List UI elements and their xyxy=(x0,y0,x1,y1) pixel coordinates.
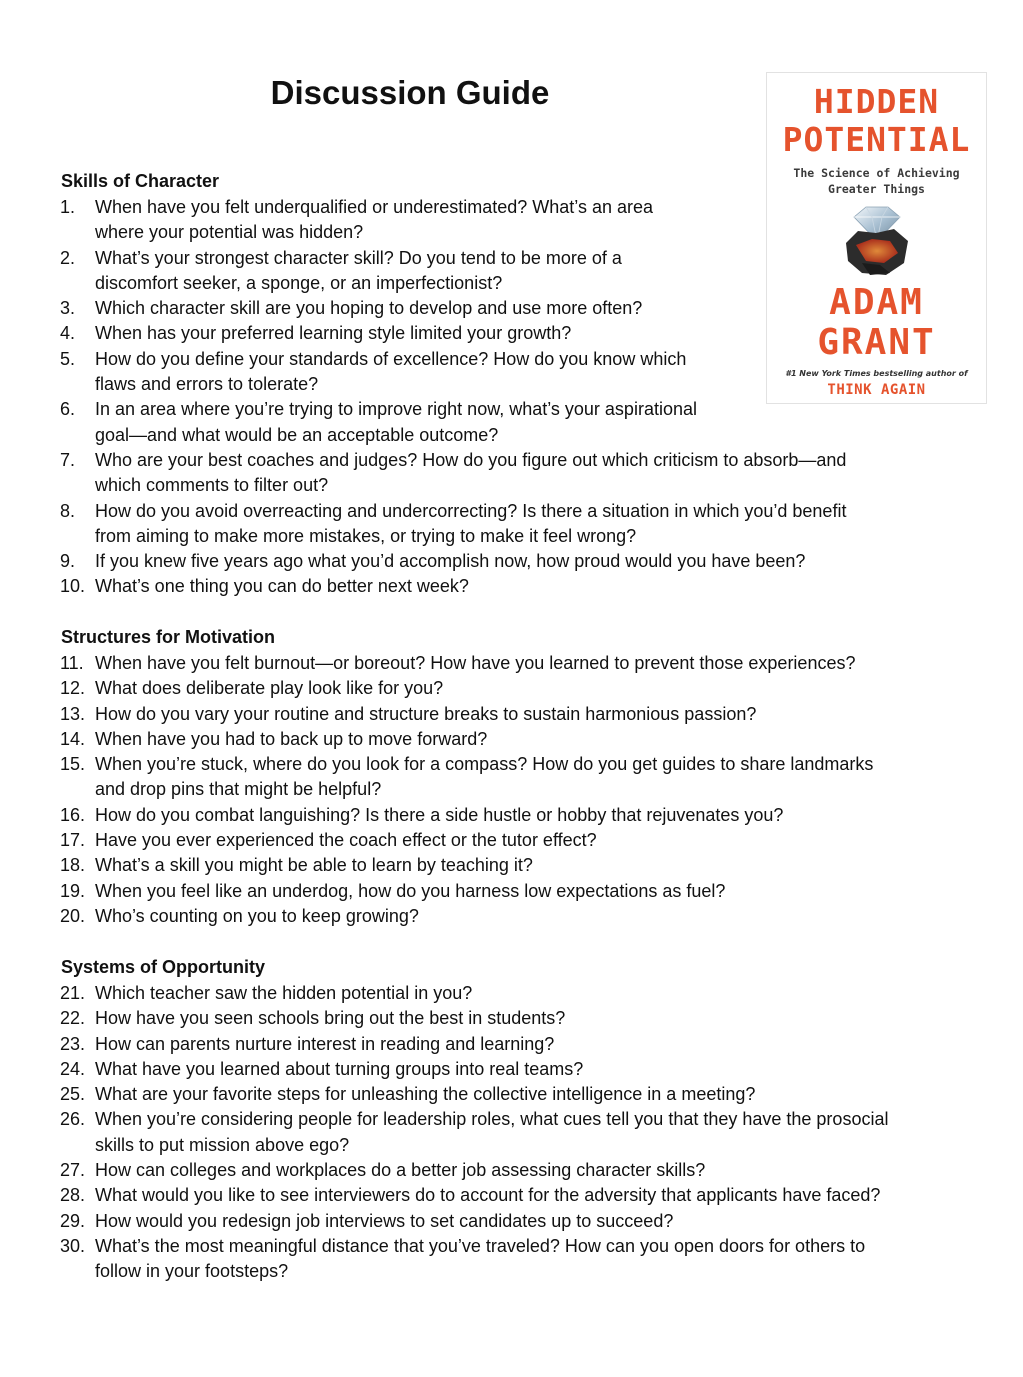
question-line: How do you avoid overreacting and undercorrecting? Is there a situation in which you’d benefit xyxy=(95,500,847,521)
cover-title-line: POTENTIAL xyxy=(782,120,971,159)
cover-subtitle-line: The Science of Achieving xyxy=(793,166,960,180)
question-line: How would you redesign job interviews to set candidates up to succeed? xyxy=(95,1210,674,1231)
question-number: 29. xyxy=(60,1210,86,1231)
question-number: 5. xyxy=(60,348,76,369)
question-item xyxy=(60,397,846,448)
question-line: What’s a skill you might be able to learn by teaching it? xyxy=(95,855,533,876)
question-item xyxy=(60,347,846,398)
page-title: Discussion Guide xyxy=(270,74,550,111)
question-item xyxy=(60,1209,888,1234)
question-line: In an area where you’re trying to improve right now, what’s your aspirational xyxy=(95,399,697,420)
question-item xyxy=(60,853,873,878)
cover-title-line: HIDDEN xyxy=(813,82,940,121)
question-line: Which character skill are you hoping to develop and use more often? xyxy=(95,298,643,319)
question-line: where your potential was hidden? xyxy=(95,222,364,243)
cover-tagline: #1 New York Times bestselling author of xyxy=(785,369,968,378)
question-line: When you’re considering people for leadership roles, what cues tell you that they have the prosocial xyxy=(95,1109,889,1130)
question-line: How can colleges and workplaces do a better job assessing character skills? xyxy=(95,1160,706,1181)
cover-subtitle-line: Greater Things xyxy=(828,182,925,196)
question-line: skills to put mission above ego? xyxy=(95,1134,350,1155)
question-number: 9. xyxy=(60,551,76,572)
question-line: What have you learned about turning groups into real teams? xyxy=(95,1058,584,1079)
question-line: flaws and errors to tolerate? xyxy=(95,374,319,395)
question-item xyxy=(60,1032,888,1057)
section-heading: Systems of Opportunity xyxy=(61,957,266,977)
question-line: which comments to filter out? xyxy=(95,475,329,496)
question-item xyxy=(60,1183,888,1208)
question-line: discomfort seeker, a sponge, or an imperfectionist? xyxy=(95,272,503,293)
question-number: 23. xyxy=(60,1033,86,1054)
question-item xyxy=(60,702,873,727)
question-item xyxy=(60,574,846,599)
question-number: 17. xyxy=(60,830,86,851)
question-number: 3. xyxy=(60,298,76,319)
question-line: What are your favorite steps for unleashing the collective intelligence in a meeting? xyxy=(95,1084,756,1105)
question-line: Who’s counting on you to keep growing? xyxy=(95,905,419,926)
question-item xyxy=(60,752,873,803)
question-item xyxy=(60,499,846,550)
question-item xyxy=(60,1082,888,1107)
question-number: 4. xyxy=(60,323,76,344)
question-number: 28. xyxy=(60,1185,86,1206)
question-number: 11. xyxy=(60,653,84,673)
question-number: 24. xyxy=(60,1058,86,1079)
question-item xyxy=(60,651,873,676)
question-line: When have you had to back up to move forward? xyxy=(95,728,488,749)
question-number: 26. xyxy=(60,1109,86,1130)
question-item xyxy=(60,296,846,321)
question-item xyxy=(60,879,873,904)
question-number: 19. xyxy=(60,880,86,901)
cover-author-line: GRANT xyxy=(817,322,936,363)
section-heading: Skills of Character xyxy=(61,171,220,191)
cover-author-line: ADAM xyxy=(829,282,924,323)
question-item xyxy=(60,828,873,853)
question-item xyxy=(60,904,873,929)
question-number: 13. xyxy=(60,703,86,724)
question-number: 18. xyxy=(60,855,86,876)
question-item xyxy=(60,1107,888,1158)
question-number: 21. xyxy=(60,983,86,1003)
question-line: When you feel like an underdog, how do you harness low expectations as fuel? xyxy=(95,880,726,901)
question-line: Which teacher saw the hidden potential in you? xyxy=(95,983,473,1003)
question-item xyxy=(60,1057,888,1082)
question-item xyxy=(60,448,846,499)
question-line: goal—and what would be an acceptable outcome? xyxy=(95,424,499,445)
question-line: How have you seen schools bring out the best in students? xyxy=(95,1008,566,1029)
cover-other-book: THINK AGAIN xyxy=(827,382,926,398)
question-item xyxy=(60,1006,888,1031)
question-line: How do you vary your routine and structure breaks to sustain harmonious passion? xyxy=(95,703,757,724)
question-item xyxy=(60,195,846,246)
question-number: 8. xyxy=(60,500,76,521)
question-number: 20. xyxy=(60,905,86,926)
question-item xyxy=(60,549,846,574)
question-line: from aiming to make more mistakes, or trying to make it feel wrong? xyxy=(95,525,637,546)
question-line: and drop pins that might be helpful? xyxy=(95,779,382,800)
question-item xyxy=(60,727,873,752)
question-line: What would you like to see interviewers do to account for the adversity that applicants have faced? xyxy=(95,1185,881,1206)
question-line: How do you define your standards of excellence? How do you know which xyxy=(95,348,687,369)
question-item xyxy=(60,1158,888,1183)
question-number: 7. xyxy=(60,449,76,470)
question-list xyxy=(60,651,873,929)
question-number: 12. xyxy=(60,678,86,699)
question-line: When have you felt burnout—or boreout? How have you learned to prevent those experiences? xyxy=(95,653,856,673)
question-number: 22. xyxy=(60,1008,86,1029)
question-line: What’s one thing you can do better next week? xyxy=(95,576,469,597)
question-number: 15. xyxy=(60,754,86,775)
question-line: How do you combat languishing? Is there a side hustle or hobby that rejuvenates you? xyxy=(95,804,784,825)
question-item xyxy=(60,981,888,1006)
question-number: 25. xyxy=(60,1084,86,1105)
question-item xyxy=(60,676,873,701)
question-number: 30. xyxy=(60,1235,86,1256)
section-heading: Structures for Motivation xyxy=(61,627,276,647)
question-number: 1. xyxy=(60,197,76,217)
question-number: 2. xyxy=(60,247,76,268)
question-item xyxy=(60,1234,888,1285)
question-line: Have you ever experienced the coach effect or the tutor effect? xyxy=(95,830,597,851)
question-line: When you’re stuck, where do you look for a compass? How do you get guides to share landmarks xyxy=(95,754,874,775)
question-line: When have you felt underqualified or underestimated? What’s an area xyxy=(95,197,654,217)
question-list xyxy=(60,195,846,600)
question-list xyxy=(60,981,888,1285)
question-number: 6. xyxy=(60,399,76,420)
question-line: What’s the most meaningful distance that you’ve traveled? How can you open doors for others to xyxy=(95,1235,866,1256)
question-item xyxy=(60,321,846,346)
question-item xyxy=(60,246,846,297)
cover-subtitle xyxy=(767,165,986,197)
question-line: When has your preferred learning style limited your growth? xyxy=(95,323,572,344)
question-number: 27. xyxy=(60,1160,86,1181)
question-number: 14. xyxy=(60,728,86,749)
question-line: What does deliberate play look like for you? xyxy=(95,678,444,699)
question-line: What’s your strongest character skill? Do you tend to be more of a xyxy=(95,247,622,268)
question-line: Who are your best coaches and judges? How do you figure out which criticism to absorb—and xyxy=(95,449,847,470)
question-number: 16. xyxy=(60,804,86,825)
question-line: If you knew five years ago what you’d accomplish now, how proud would you have been? xyxy=(95,551,806,572)
question-number: 10. xyxy=(60,576,86,597)
question-line: How can parents nurture interest in reading and learning? xyxy=(95,1033,555,1054)
question-item xyxy=(60,803,873,828)
question-line: follow in your footsteps? xyxy=(95,1261,289,1282)
